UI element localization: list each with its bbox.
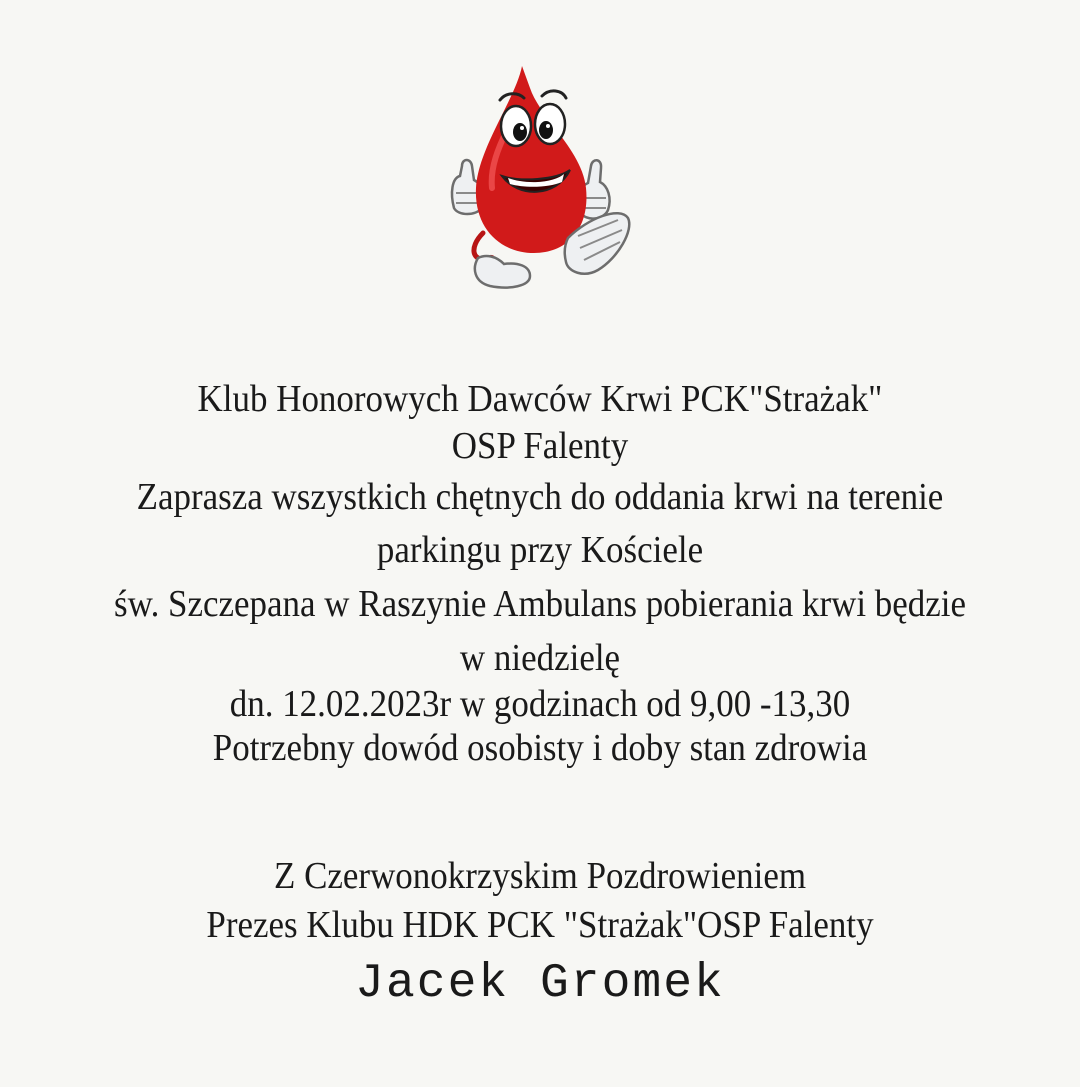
day-line: w niedzielę bbox=[459, 637, 621, 679]
blood-drop-mascot-icon bbox=[438, 58, 638, 303]
requirements-line: Potrzebny dowód osobisty i doby stan zdrowia bbox=[212, 727, 868, 769]
invitation-line: Zaprasza wszystkich chętnych do oddania krwi na terenie bbox=[136, 476, 944, 518]
signer-title-line: Prezes Klubu HDK PCK "Strażak"OSP Falenty bbox=[206, 904, 874, 946]
greeting-line: Z Czerwonokrzyskim Pozdrowieniem bbox=[273, 855, 807, 897]
signer-name: Jacek Gromek bbox=[355, 957, 725, 1011]
church-line: św. Szczepana w Raszynie Ambulans pobierania krwi będzie bbox=[113, 583, 967, 625]
club-name-line: Klub Honorowych Dawców Krwi PCK"Strażak" bbox=[197, 378, 883, 420]
date-time-line: dn. 12.02.2023r w godzinach od 9,00 -13,30 bbox=[229, 683, 851, 725]
club-location-line: OSP Falenty bbox=[451, 425, 629, 467]
place-line: parkingu przy Kościele bbox=[376, 529, 704, 571]
